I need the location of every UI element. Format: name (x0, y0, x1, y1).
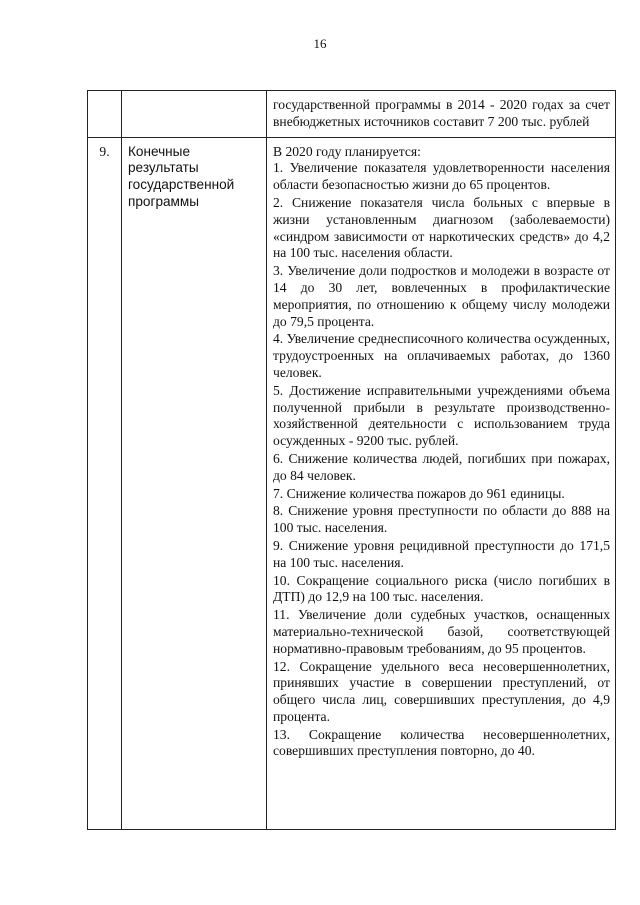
result-item-9: 9. Снижение уровня рецидивной преступности до 171,5 на 100 тыс. населения. (273, 537, 610, 570)
result-item-12: 12. Сокращение удельного веса несовершеннолетних, принявших участие в совершении преступлений, от общего числа лиц, совершивших преступления, до 4,9 процента. (273, 658, 610, 724)
result-item-5: 5. Достижение исправительными учреждениями объема полученной прибыли в результате производственно-хозяйственной деятельности с использованием труда осужденных - 9200 тыс. рублей. (273, 382, 610, 449)
results-intro: В 2020 году планируется: (273, 143, 421, 159)
row-number: 9. (88, 137, 122, 829)
result-item-2: 2. Снижение показателя числа больных с впервые в жизни установленным диагнозом (заболеваемости) «синдром зависимости от наркотических средств» до 4,2 на 100 тыс. населения области. (273, 194, 610, 261)
result-item-8: 8. Снижение уровня преступности по области до 888 на 100 тыс. населения. (273, 503, 610, 536)
result-item-3: 3. Увеличение доли подростков и молодежи в возрасте от 14 до 30 лет, вовлеченных в профилактические мероприятия, по отношению к общему числу молодежи до 79,5 процента. (273, 263, 610, 329)
row-text (267, 137, 616, 829)
result-item-10: 10. Сокращение социального риска (число погибших в ДТП) до 12,9 на 100 тыс. населения. (273, 572, 610, 605)
row-text-paragraph: государственной программы в 2014 - 2020 годах за счет внебюджетных источников составит 7 200 тыс. рублей (273, 97, 610, 129)
row-text (267, 91, 616, 138)
result-item-13: 13. Сокращение количества несовершеннолетних, совершивших преступления повторно, до 40. (273, 726, 610, 759)
page-number: 16 (313, 36, 327, 51)
result-item-1: 1. Увеличение показателя удовлетворенности населения области безопасностью жизни до 65 процентов. (273, 160, 610, 193)
row-label: Конечные результаты государственной программы (122, 137, 267, 829)
table-row (88, 137, 616, 829)
result-item-4: 4. Увеличение среднесписочного количества осужденных, трудоустроенных на оплачиваемых работах, до 1360 человек. (273, 331, 610, 380)
result-item-7: 7. Снижение количества пожаров до 961 единицы. (273, 485, 565, 501)
result-item-6: 6. Снижение количества людей, погибших при пожарах, до 84 человек. (273, 450, 610, 483)
document-table (87, 90, 616, 830)
row-number (88, 91, 122, 138)
row-label (122, 91, 267, 138)
result-item-11: 11. Увеличение доли судебных участков, оснащенных материально-технической базой, соответствующей нормативно-правовым требованиям, до 95 процентов. (273, 607, 610, 656)
table-row (88, 91, 616, 138)
